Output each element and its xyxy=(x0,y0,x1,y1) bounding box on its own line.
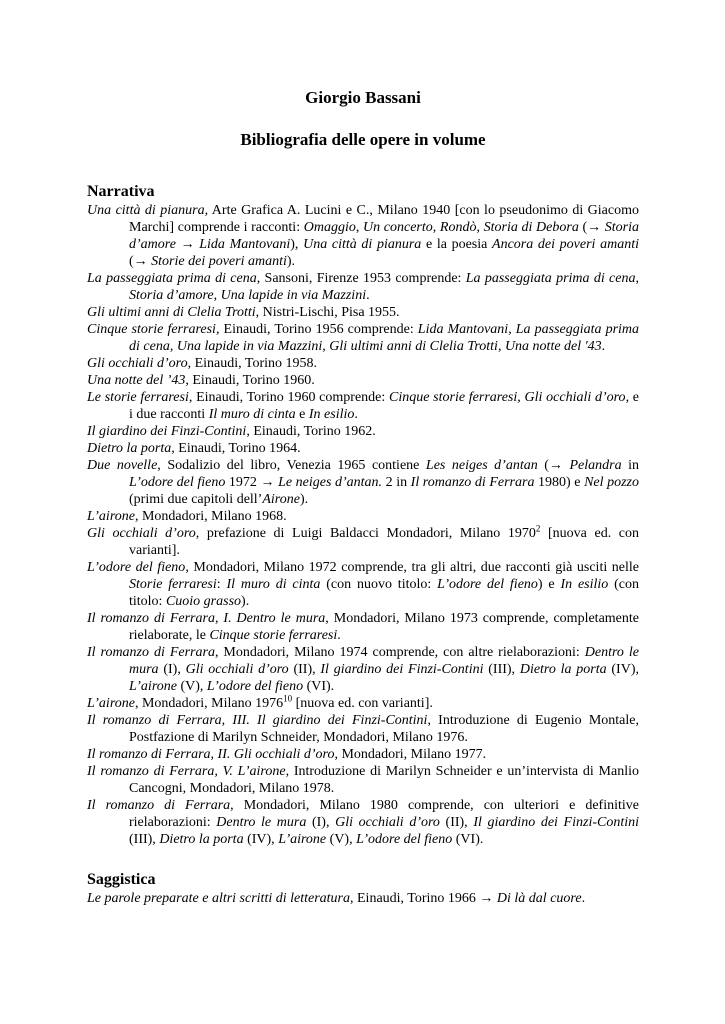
work-title: L’airone xyxy=(87,696,135,711)
work-title: Ancora dei poveri amanti xyxy=(492,237,639,252)
entry-text: ). xyxy=(299,492,309,507)
entry-text: , Mondadori, Milano 1976 xyxy=(134,696,284,711)
bibliography-entry xyxy=(87,372,639,389)
work-title: In esilio xyxy=(308,407,355,422)
entry-text: (I), xyxy=(158,662,186,677)
work-title: Gli ultimi anni di Clelia Trotti xyxy=(87,305,256,320)
work-title: Storie dei poveri amanti xyxy=(151,254,287,269)
work-title: Cinque storie ferraresi xyxy=(87,322,216,337)
entry-text: , xyxy=(476,220,484,235)
entry-text: . xyxy=(337,628,341,643)
entry-text: (III), xyxy=(129,832,160,847)
entry-text: , xyxy=(497,339,505,354)
entry-text: ), xyxy=(290,237,304,252)
entry-text: , Mondadori, Milano 1980 comprende, con ulteriori e definitive rielaborazioni: xyxy=(129,798,639,830)
entry-text: (IV), xyxy=(606,662,639,677)
entry-text: [nuova ed. con varianti]. xyxy=(129,526,640,558)
entry-text: 1972 → xyxy=(225,475,279,490)
work-title: Storie ferraresi xyxy=(129,577,217,592)
work-title: L’airone xyxy=(278,832,327,847)
entry-text: , Einaudi, Torino 1956 comprende: xyxy=(215,322,418,337)
entry-text: 1980) e xyxy=(534,475,585,490)
work-title: Il romanzo di Ferrara xyxy=(87,645,215,660)
entry-text: , Sansoni, Firenze 1953 comprende: xyxy=(256,271,466,286)
work-title: Le parole preparate e altri scritti di letteratura xyxy=(87,891,350,906)
entry-text: in xyxy=(621,458,639,473)
section-heading: Saggistica xyxy=(87,871,156,888)
bibliography-entry xyxy=(87,270,639,304)
footnote-marker: 2 xyxy=(535,523,541,534)
entry-text: [nuova ed. con varianti]. xyxy=(292,696,433,711)
entry-text: , Mondadori, Milano 1968. xyxy=(134,509,287,524)
work-title: Nel pozzo xyxy=(584,475,639,490)
work-title: Il giardino dei Finzi-Contini xyxy=(87,424,247,439)
entry-text: , Sodalizio del libro, Venezia 1965 contiene xyxy=(157,458,426,473)
work-title: Gli occhiali d’oro xyxy=(87,356,188,371)
work-title: Dietro la porta xyxy=(87,441,172,456)
entry-text: . xyxy=(581,891,586,906)
entry-text: (→ xyxy=(578,220,605,235)
entry-text: , Introduzione di Eugenio Montale, Postfazione di Marilyn Schneider, Mondadori, Milano 1976. xyxy=(129,713,639,745)
work-title: Gli occhiali d’oro xyxy=(524,390,626,405)
entry-text: , e i due racconti xyxy=(129,390,640,422)
work-title: Dentro le mura xyxy=(129,645,639,677)
bibliography-entry xyxy=(87,440,639,457)
bibliography-entry xyxy=(87,304,639,321)
bibliography-entry xyxy=(87,321,639,355)
entry-text: , Introduzione di Marilyn Schneider e un’intervista di Manlio Cancogni, Mondadori, Milano 1978. xyxy=(129,764,640,796)
work-title: Lida Mantovani xyxy=(199,237,291,252)
entry-text: , xyxy=(508,322,516,337)
entry-text: . xyxy=(366,288,370,303)
bibliography-entry xyxy=(87,355,639,372)
entry-text: , Einaudi, Torino 1964. xyxy=(171,441,301,456)
entry-text: ). xyxy=(286,254,296,269)
work-title: Una notte del ’43 xyxy=(87,373,186,388)
work-title: La passeggiata prima di cena xyxy=(87,271,257,286)
entry-text: , xyxy=(432,220,440,235)
entry-text: 2 in xyxy=(382,475,411,490)
entry-text: , Mondadori, Milano 1974 comprende, con altre rielaborazioni: xyxy=(214,645,585,660)
entry-text: ) e xyxy=(537,577,561,592)
entry-text: , Einaudi, Torino 1960 comprende: xyxy=(188,390,389,405)
work-title: Dietro la porta xyxy=(159,832,244,847)
entry-text: , Mondadori, Milano 1977. xyxy=(334,747,487,762)
entry-text: , Nistri-Lischi, Pisa 1955. xyxy=(255,305,400,320)
work-title: Cuoio grasso xyxy=(165,594,242,609)
entry-text: , Arte Grafica A. Lucini e C., Milano 1940 [con lo pseudonimo di Giacomo Marchi] comprende i racconti: xyxy=(129,203,639,235)
entry-text: , Mondadori, Milano 1972 comprende, tra gli altri, due racconti già usciti nelle xyxy=(185,560,639,575)
work-title: Storia di Debora xyxy=(483,220,579,235)
bibliography-entry xyxy=(87,202,639,270)
work-title: Il romanzo di Ferrara, I. Dentro le mura xyxy=(87,611,326,626)
work-title: Il romanzo di Ferrara xyxy=(87,798,231,813)
entry-text: (con titolo: xyxy=(129,577,639,609)
section-saggistica xyxy=(87,870,639,907)
work-title: In esilio xyxy=(560,577,609,592)
work-title: L’odore del fieno xyxy=(129,475,226,490)
work-title: Di là dal cuore xyxy=(496,891,582,906)
bibliography-entry xyxy=(87,644,639,695)
entry-text: (primi due capitoli dell’ xyxy=(129,492,263,507)
work-title: L’airone xyxy=(87,509,135,524)
bibliography-entry xyxy=(87,763,639,797)
bibliography-entry xyxy=(87,695,639,712)
work-title: Due novelle xyxy=(87,458,158,473)
entry-text: (II), xyxy=(439,815,474,830)
bibliography-entry xyxy=(87,457,639,508)
document-author: Giorgio Bassani xyxy=(305,88,421,107)
bibliography-entry xyxy=(87,610,639,644)
entry-text: , Mondadori, Milano 1973 comprende, completamente rielaborate, le xyxy=(129,611,639,643)
entry-text: : xyxy=(216,577,227,592)
work-title: Pelandra xyxy=(569,458,622,473)
entry-text: (VI). xyxy=(303,679,335,694)
entry-text: , prefazione di Luigi Baldacci Mondadori, Milano 1970 xyxy=(195,526,536,541)
entry-text: , xyxy=(169,339,177,354)
bibliography-entry xyxy=(87,508,639,525)
entry-text: , xyxy=(355,220,364,235)
entry-text: , Einaudi, Torino 1960. xyxy=(185,373,315,388)
work-title: Dietro la porta xyxy=(519,662,607,677)
work-title: La passeggiata prima di cena xyxy=(129,322,640,354)
entry-text: , xyxy=(517,390,525,405)
work-title: Omaggio xyxy=(303,220,356,235)
work-title: Rondò xyxy=(439,220,477,235)
work-title: Storia d’amore xyxy=(129,288,214,303)
work-title: Gli occhiali d’oro xyxy=(185,662,289,677)
entry-text: , xyxy=(213,288,221,303)
entry-text: , xyxy=(322,339,330,354)
work-title: Cinque storie ferraresi xyxy=(389,390,518,405)
entry-text: . xyxy=(354,407,358,422)
work-title: Il giardino dei Finzi-Contini xyxy=(473,815,639,830)
bibliography-entry xyxy=(87,423,639,440)
entry-text: (IV), xyxy=(243,832,279,847)
work-title: La passeggiata prima di cena xyxy=(465,271,636,286)
bibliography-list xyxy=(87,890,639,907)
work-title: Una lapide in via Mazzini xyxy=(220,288,367,303)
work-title: Storia d’amore xyxy=(129,220,640,252)
entry-text: ). xyxy=(241,594,250,609)
bibliography-entry xyxy=(87,746,639,763)
bibliography-entry xyxy=(87,389,639,423)
work-title: Cinque storie ferraresi xyxy=(209,628,338,643)
bibliography-entry xyxy=(87,525,639,559)
work-title: Dentro le mura xyxy=(216,815,307,830)
entry-text: e xyxy=(295,407,309,422)
work-title: Gli occhiali d’oro xyxy=(87,526,196,541)
bibliography-entry xyxy=(87,890,639,907)
entry-text: , xyxy=(635,271,639,286)
work-title: Le storie ferraresi xyxy=(87,390,189,405)
work-title: Il romanzo di Ferrara xyxy=(410,475,535,490)
document-page xyxy=(87,86,639,907)
work-title: Una lapide in via Mazzini xyxy=(176,339,323,354)
entry-text: , Einaudi, Torino 1966 → xyxy=(350,891,497,906)
work-title: Il romanzo di Ferrara, III. Il giardino dei Finzi-Contini xyxy=(87,713,428,728)
work-title: Una città di pianura xyxy=(87,203,205,218)
work-title: L’odore del fieno xyxy=(437,577,538,592)
work-title: L’odore del fieno xyxy=(206,679,304,694)
entry-text: (con nuovo titolo: xyxy=(320,577,438,592)
work-title: Il giardino dei Finzi-Contini xyxy=(320,662,484,677)
entry-text: (VI). xyxy=(452,832,484,847)
bibliography-entry xyxy=(87,712,639,746)
work-title: Les neiges d’antan xyxy=(425,458,538,473)
entry-text: . xyxy=(601,339,606,354)
entry-text: , Einaudi, Torino 1962. xyxy=(246,424,376,439)
work-title: L’odore del fieno xyxy=(356,832,453,847)
work-title: L’airone xyxy=(129,679,177,694)
entry-text: (→ xyxy=(129,254,152,269)
bibliography-list xyxy=(87,202,639,848)
entry-text: (III), xyxy=(483,662,520,677)
entry-text: (→ xyxy=(537,458,570,473)
work-title: Gli occhiali d’oro xyxy=(335,815,440,830)
work-title: Il muro di cinta xyxy=(226,577,321,592)
entry-text: (II), xyxy=(288,662,321,677)
work-title: Il romanzo di Ferrara, II. Gli occhiali d’oro xyxy=(87,747,335,762)
work-title: Lida Mantovani xyxy=(417,322,509,337)
entry-text: → xyxy=(175,237,200,252)
work-title: Una notte del '43 xyxy=(504,339,602,354)
work-title: Un concerto xyxy=(363,220,433,235)
entry-text: (V), xyxy=(176,679,207,694)
work-title: Una città di pianura xyxy=(303,237,422,252)
entry-text: , Einaudi, Torino 1958. xyxy=(187,356,317,371)
bibliography-entry xyxy=(87,559,639,610)
work-title: L’odore del fieno xyxy=(87,560,186,575)
work-title: Il muro di cinta xyxy=(208,407,296,422)
work-title: Il romanzo di Ferrara, V. L’airone xyxy=(87,764,286,779)
work-title: Le neiges d’antan. xyxy=(278,475,383,490)
entry-text: (I), xyxy=(306,815,336,830)
footnote-marker: 10 xyxy=(283,693,293,704)
section-heading: Narrativa xyxy=(87,183,155,200)
document-subtitle: Bibliografia delle opere in volume xyxy=(240,130,486,149)
bibliography-entry xyxy=(87,797,639,848)
section-narrativa xyxy=(87,182,639,848)
entry-text: e la poesia xyxy=(421,237,493,252)
entry-text: (V), xyxy=(326,832,357,847)
work-title: Gli ultimi anni di Clelia Trotti xyxy=(329,339,498,354)
work-title: Airone xyxy=(262,492,300,507)
